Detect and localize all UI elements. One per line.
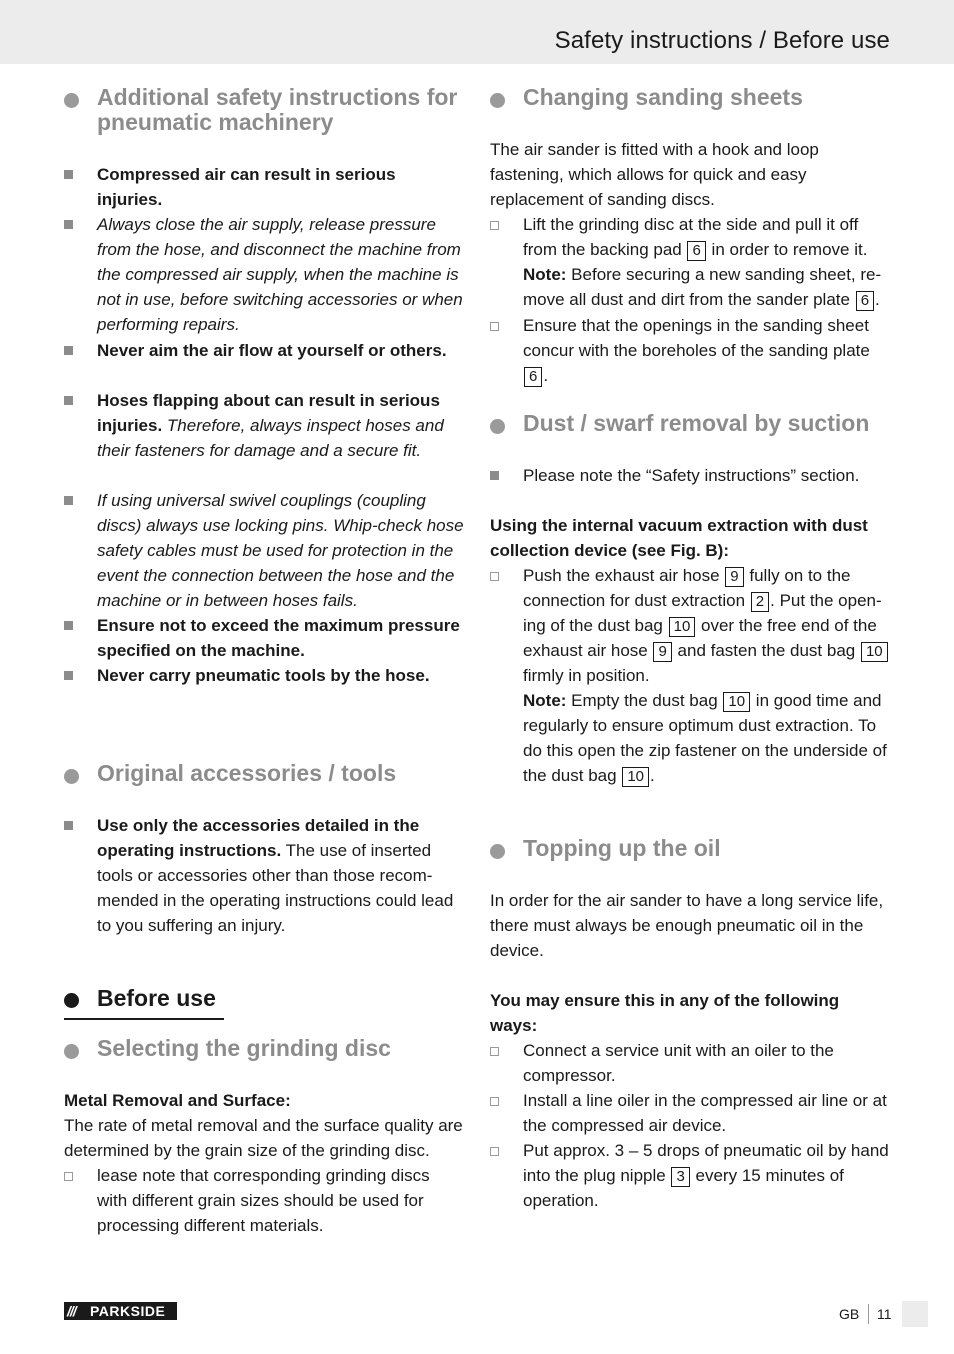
- grinding-text: Metal Removal and Surface: The rate of metal removal and the surface quality are determined by the grain size of the grinding disc.: [64, 1091, 463, 1160]
- list-item: Use only the accessories detailed in the operating instructions. The use of inserted tools or accessories other than those recom-mended in the operating instructions could lead to you suffering an injury.: [64, 813, 464, 938]
- list-item: Please note the “Safety instructions” section.: [490, 463, 890, 488]
- part-reference: 9: [725, 567, 743, 587]
- part-reference: 10: [622, 767, 649, 787]
- open-square-bullet-icon: [490, 572, 499, 581]
- square-bullet-icon: [64, 396, 73, 405]
- oil-subheading: You may ensure this in any of the following ways:: [490, 991, 840, 1035]
- list-item: Ensure not to exceed the maximum pressure specified on the machine.: [64, 613, 464, 663]
- bullet-dot-icon: [64, 93, 79, 108]
- open-square-bullet-icon: [490, 1147, 499, 1156]
- list-item: Lift the grinding disc at the side and pull it off from the backing pad 6 in order to remove it. Note: Before securing a new sanding sheet, re-move all dust and dirt from the sander plate 6 .: [490, 212, 890, 312]
- bullet-dot-icon: [490, 419, 505, 434]
- square-bullet-icon: [64, 821, 73, 830]
- square-bullet-icon: [64, 496, 73, 505]
- part-reference: 3: [671, 1167, 689, 1187]
- open-square-bullet-icon: [490, 221, 499, 230]
- heading-before-use: Before use: [64, 986, 224, 1020]
- open-square-bullet-icon: [64, 1172, 73, 1181]
- open-square-bullet-icon: [490, 1097, 499, 1106]
- dust-subheading: Using the internal vacuum extraction with dust collection device (see Fig. B):: [490, 516, 868, 560]
- part-reference: 6: [524, 367, 542, 387]
- sanding-intro: The air sander is fitted with a hook and loop fastening, which allows for quick and easy replacement of sanding discs.: [490, 140, 819, 209]
- bullet-dot-icon: [490, 93, 505, 108]
- parkside-logo: /// PARKSIDE: [64, 1302, 177, 1320]
- page-header: [0, 0, 954, 64]
- bullet-dot-icon: [490, 844, 505, 859]
- part-reference: 10: [861, 642, 888, 662]
- page-number: 11: [877, 1306, 892, 1322]
- square-bullet-icon: [64, 621, 73, 630]
- list-item: Hoses flapping about can result in serious injuries. Therefore, always inspect hoses and their fasteners for damage and a secure fit.: [64, 388, 464, 463]
- list-item: Always close the air supply, release pressure from the hose, and disconnect the machine from the compressed air supply, when the machine is not in use, before switching accessories or when performing repairs.: [64, 212, 464, 337]
- part-reference: 9: [653, 642, 671, 662]
- list-item: If using universal swivel couplings (coupling discs) always use locking pins. Whip-check hose safety cables must be used for protection in the event the connection between the hose and the machine or in between hoses fails.: [64, 488, 464, 613]
- square-bullet-icon: [64, 346, 73, 355]
- list-item: Put approx. 3 – 5 drops of pneumatic oil by hand into the plug nipple 3 every 15 minutes of operation.: [490, 1138, 890, 1213]
- square-bullet-icon: [64, 220, 73, 229]
- page-tab-marker: [902, 1301, 928, 1327]
- square-bullet-icon: [490, 471, 499, 480]
- bullet-dot-icon: [64, 1044, 79, 1059]
- list-item: Push the exhaust air hose 9 fully on to the connection for dust extraction 2 . Put the open-ing of the dust bag 10 over the free end of the exhaust air hose 9 and fasten the dust bag 10 firmly in position. Note: Empty the dust bag 10 in good time and regularly to ensure optimum dust extraction. To do this open the zip fastener on the underside of the dust bag 10 .: [490, 563, 890, 788]
- list-item: Never carry pneumatic tools by the hose.: [64, 663, 464, 688]
- list-item: Connect a service unit with an oiler to the compressor.: [490, 1038, 890, 1088]
- part-reference: 2: [751, 592, 769, 612]
- footer-divider: [868, 1304, 869, 1324]
- language-code: GB: [839, 1306, 860, 1322]
- part-reference: 6: [856, 291, 874, 311]
- page-title: Safety instructions / Before use: [554, 27, 890, 54]
- oil-intro: In order for the air sander to have a long service life, there must always be enough pneumatic oil in the device.: [490, 891, 884, 960]
- part-reference: 10: [669, 617, 696, 637]
- part-reference: 6: [687, 241, 705, 261]
- list-item: Ensure that the openings in the sanding sheet concur with the boreholes of the sanding plate 6 .: [490, 313, 890, 388]
- square-bullet-icon: [64, 671, 73, 680]
- bullet-dot-icon: [64, 769, 79, 784]
- square-bullet-icon: [64, 170, 73, 179]
- list-item: Install a line oiler in the compressed air line or at the compressed air device.: [490, 1088, 890, 1138]
- bullet-dot-icon: [64, 993, 79, 1008]
- list-item: Never aim the air flow at yourself or others.: [64, 338, 464, 363]
- list-item: Compressed air can result in serious injuries.: [64, 162, 464, 212]
- list-item: lease note that corresponding grinding discs with different grain sizes should be used for processing different materials.: [64, 1163, 464, 1238]
- part-reference: 10: [723, 692, 750, 712]
- open-square-bullet-icon: [490, 1047, 499, 1056]
- open-square-bullet-icon: [490, 322, 499, 331]
